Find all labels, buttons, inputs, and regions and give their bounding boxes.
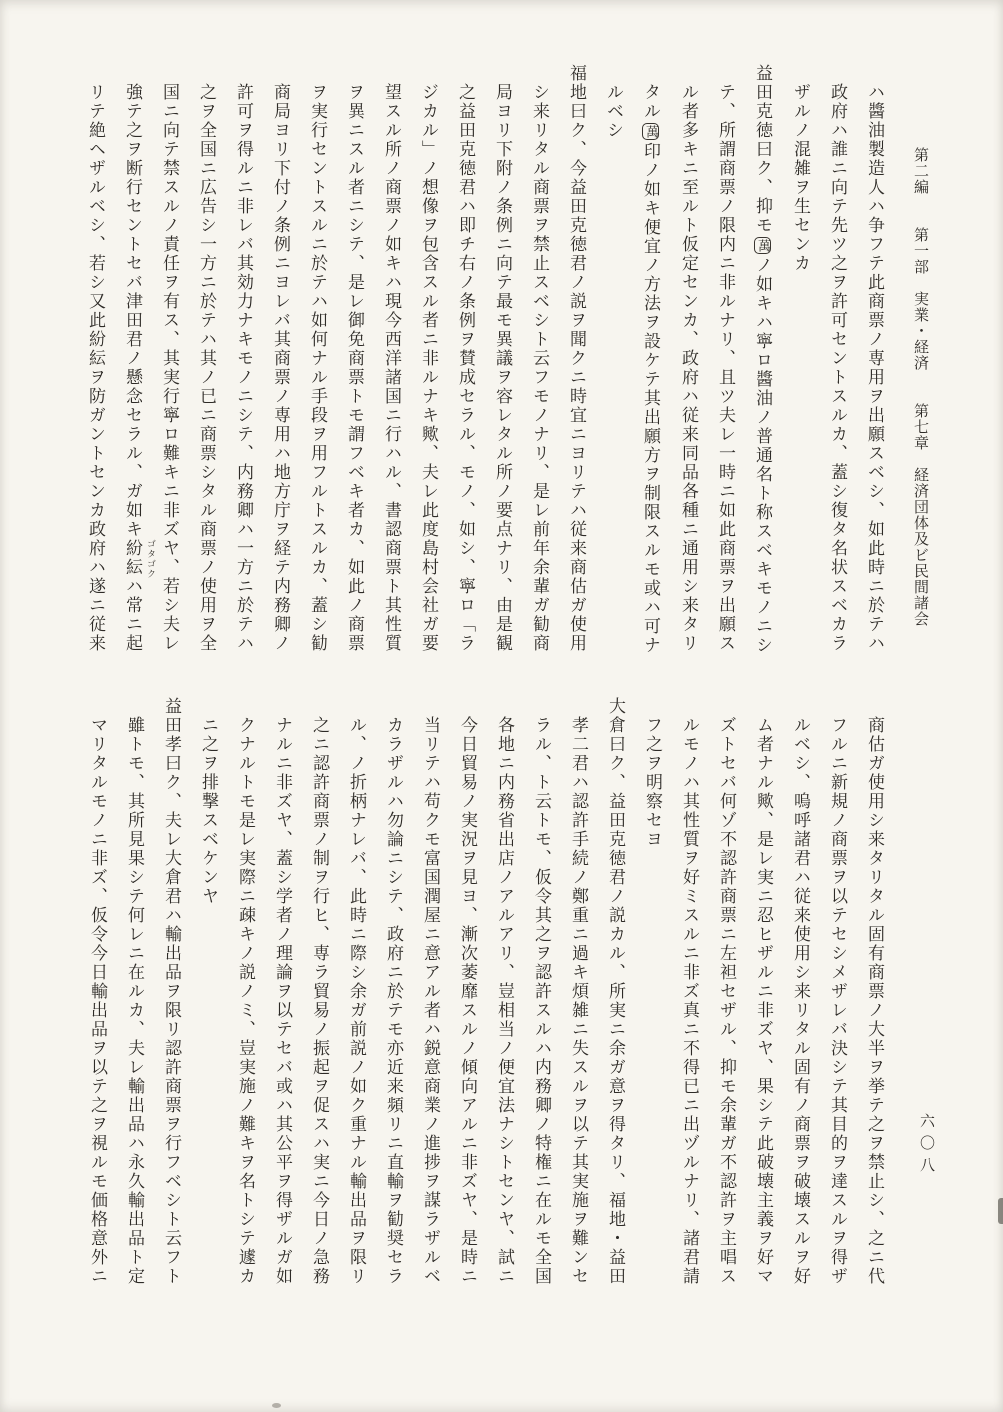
text-column: テ、所謂商票ノ限内ニ非ルナリ、且ツ夫レ一時ニ如此商票ヲ出願ス [715, 83, 735, 653]
text-column: カラザルハ勿論ニシテ、政府ニ於テモ亦近来頻リニ直輸ヲ勧奨セラ [383, 716, 403, 1286]
text-column: 孝二君ハ認許手続ノ鄭重ニ過キ煩雑ニ失スルヲ以テ其実施ヲ難ンセ [568, 716, 588, 1286]
text-column: ルベシ、嗚呼諸君ハ従来使用シ来リタル固有ノ商票ヲ破壊スルヲ好 [790, 716, 810, 1286]
text-column: 之ニ認許商票ノ制ヲ行ヒ、専ラ貿易ノ振起ヲ促スハ実ニ今日ノ急務 [309, 716, 329, 1286]
text-column: 各地ニ内務省出店ノアルアリ、豈相当ノ便宜法ナシトセンヤ、試ニ [494, 716, 514, 1286]
text-column: ズトセバ何ゾ不認許商票ニ左袒セザル、抑モ余輩ガ不認許ヲ主唱ス [716, 716, 736, 1286]
text-column: ジカル」ノ想像ヲ包含スル者ニ非ルナキ歟、夫レ此度島村会社ガ要 [418, 83, 438, 653]
text-column: ヲ実行セントスルニ於テハ如何ナル手段ヲ用フルトスルカ、蓋シ勧 [307, 83, 327, 653]
text-column: 之ヲ全国ニ広告シ一方ニ於テハ其ノ已ニ商票シタル商票ノ使用ヲ全 [196, 83, 216, 653]
text-column: 政府ハ誰ニ向テ先ツ之ヲ許可セントスルカ、蓋シ復タ名状スベカラ [827, 83, 847, 653]
text-column: ルベシ [603, 83, 623, 140]
text-column: 当リテハ苟クモ富国潤屋ニ意アル者ハ鋭意商業ノ進捗ヲ謀ラザルベ [420, 716, 440, 1286]
scan-speck [272, 1403, 281, 1408]
text-column: フ之ヲ明察セヨ [642, 716, 662, 849]
text-column: 強テ之ヲ断行セントセバ津田君ノ懸念セラル、ガ如キ紛紜ハ常ニ起 [122, 83, 142, 653]
text-run: ノ如キハ寧ロ醬油ノ普通名ト称スベキモノニシ [752, 256, 772, 655]
text-column: ニ之ヲ排撃スベケンヤ [198, 716, 218, 906]
text-column: 今日貿易ノ実況ヲ見ヨ、漸次萎靡スルノ傾向アルニ非ズヤ、是時ニ [457, 716, 477, 1286]
text-column: ル者多キニ至ルト仮定センカ、政府ハ従来同品各種ニ通用シ来タリ [678, 83, 698, 653]
text-column: 望スル所ノ商票ノ如キハ現今西洋諸国ニ行ハル、書認商票ト其性質 [381, 83, 401, 653]
lower-text-block [78, 697, 892, 1317]
text-column: 局ヨリ下附ノ条例ニ向テ最モ異議ヲ容レタル所ノ要点ナリ、由是観 [492, 83, 512, 653]
scan-speck [998, 1198, 1003, 1224]
text-column [743, 64, 781, 682]
text-column: ザルノ混雑ヲ生センカ [790, 83, 810, 273]
furigana-gotagoku: ゴタゴク [145, 539, 155, 579]
text-column: 益田孝曰ク、夫レ大倉君ハ輸出品ヲ限リ認許商票ヲ行フベシト云フト [161, 697, 181, 1286]
text-column [631, 64, 669, 682]
text-column: マリタルモノニ非ズ、仮令今日輸出品ヲ以テ之ヲ視ルモ価格意外ニ [87, 716, 107, 1286]
text-column: ル、ノ折柄ナレバ、此時ニ際シ余ガ前説ノ如ク重ナル輸出品ヲ限リ [346, 716, 366, 1286]
upper-text-block [78, 64, 892, 682]
kikkoman-hexagon-trademark: 萬 [755, 239, 770, 252]
text-run: タル [640, 83, 660, 121]
text-column: ルモノハ其性質ヲ好ミスルニ非ズ真ニ不得已ニ出ヅルナリ、諸君請 [679, 716, 699, 1286]
text-column: 国ニ向テ禁スルノ責任ヲ有ス、其実行寧ロ難キニ非ズヤ、若シ夫レ [159, 83, 179, 653]
kikkoman-hexagon-trademark: 萬 [643, 125, 658, 138]
text-column: ハ醬油製造人ハ争フテ此商票ノ専用ヲ出願スベシ、如此時ニ於テハ [864, 83, 884, 653]
text-run: 印ノ如キ便宜ノ方法ヲ設ケテ其出願方ヲ制限スルモ或ハ可ナ [640, 142, 660, 655]
text-column: ラル、ト云トモ、仮令其之ヲ認許スルハ内務卿ノ特権ニ在ルモ全国 [531, 716, 551, 1286]
text-column: リテ絶ヘザルベシ、若シ又此紛紜ヲ防ガントセンカ政府ハ遂ニ従来 [85, 83, 105, 653]
text-column: 商估ガ使用シ来タリタル固有商票ノ大半ヲ挙テ之ヲ禁止シ、之ニ代 [864, 716, 884, 1286]
text-column: 之益田克徳君ハ即チ右ノ条例ヲ賛成セラル、モノ、如シ、寧ロ「ラ [455, 83, 475, 653]
text-column: ム者ナル歟、是レ実ニ忍ヒザルニ非ズヤ、果シテ此破壊主義ヲ好マ [753, 716, 773, 1286]
text-column: 福地曰ク、今益田克徳君ノ説ヲ聞クニ時宜ニヨリテハ従来商估ガ使用 [566, 64, 586, 653]
text-run: 益田克徳曰ク、抑モ [752, 64, 772, 235]
text-column: フルニ新規ノ商票ヲ以テセシメザレバ決シテ其目的ヲ達スルヲ得ザ [827, 716, 847, 1286]
text-column: ヲ異ニスル者ニシテ、是レ御免商票トモ謂フベキ者カ、如此ノ商票 [344, 83, 364, 653]
text-column: 大倉曰ク、益田克徳君ノ説カル、所実ニ余ガ意ヲ得タリ、福地・益田 [605, 697, 625, 1286]
text-column: シ来リタル商票ヲ禁止スベシト云フモノナリ、是レ前年余輩ガ勧商 [529, 83, 549, 653]
page-number: 六〇八 [918, 1113, 936, 1179]
text-column: 雖トモ、其所見果シテ何レニ在ルカ、夫レ輸出品ハ永久輸出品ト定 [124, 716, 144, 1286]
text-column: クナルトモ是レ実際ニ疎キノ説ノミ、豈実施ノ難キヲ名トシテ遽カ [235, 716, 255, 1286]
running-head: 第二編 第一部 実業・経済 第七章 経済団体及ビ民間諸会 [912, 147, 930, 627]
text-column: 許可ヲ得ルニ非レバ其効力ナキモノニシテ、内務卿ハ一方ニ於テハ [233, 83, 253, 653]
text-column: ナルニ非ズヤ、蓋シ学者ノ理論ヲ以テセバ或ハ其公平ヲ得ザルガ如 [272, 716, 292, 1286]
text-column: 商局ヨリ下付ノ条例ニヨレバ其商票ノ専用ハ地方庁ヲ経テ内務卿ノ [270, 83, 290, 653]
